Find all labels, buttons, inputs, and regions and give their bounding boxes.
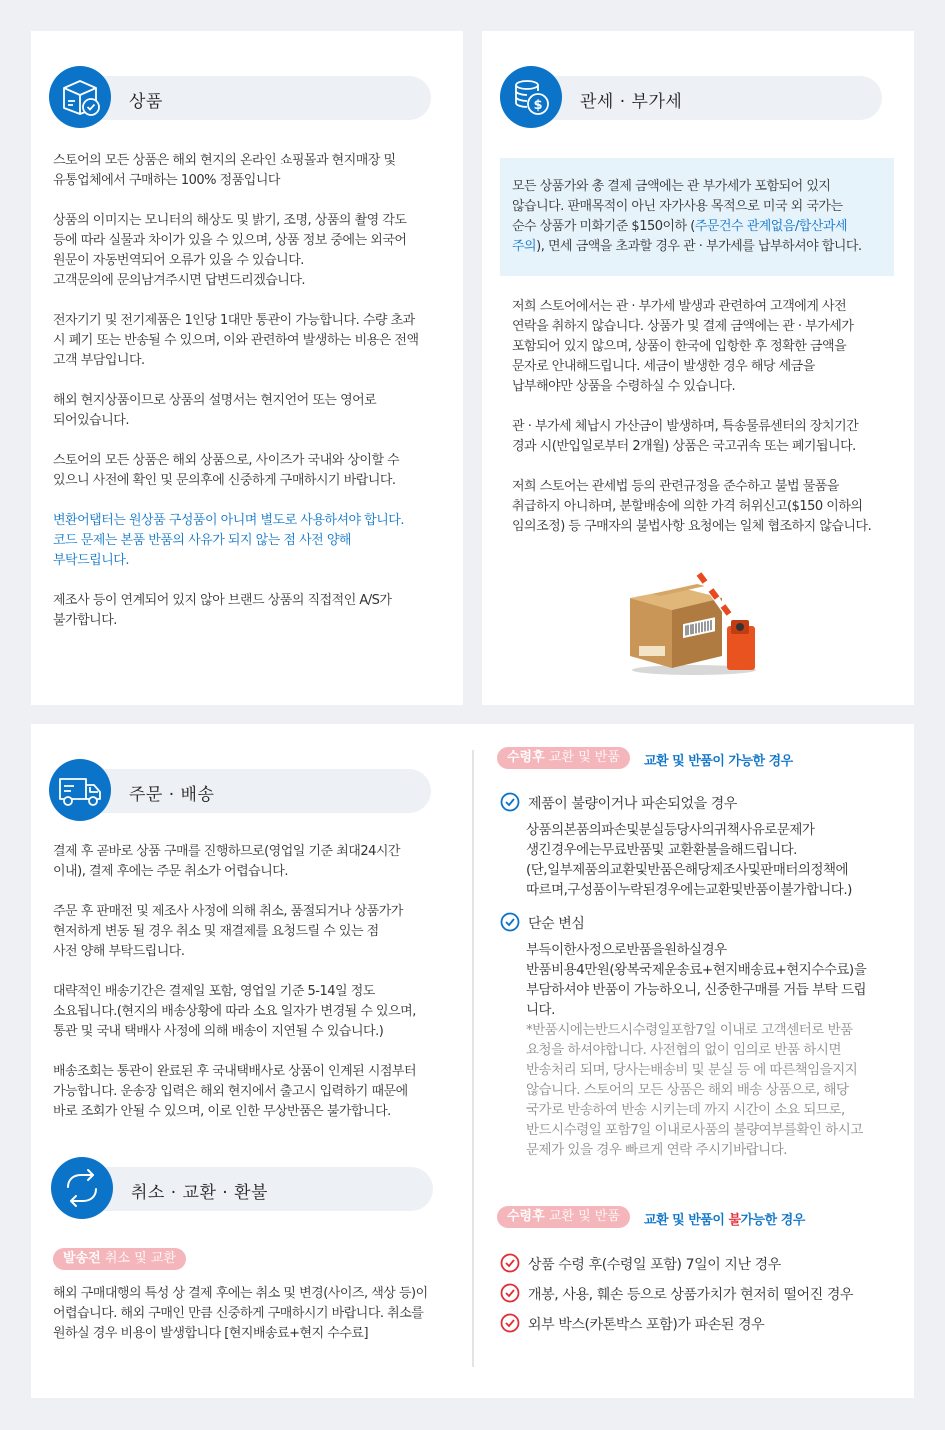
text-line: 관 · 부가세 체납시 가산금이 발생하며, 특송물류센터의 장치기간: [512, 419, 859, 434]
line-gap: [53, 571, 419, 591]
text-line: 통관 및 국내 택배사 사정에 의해 배송이 지연될 수 있습니다.): [53, 1024, 384, 1039]
text-line: 배송조회는 통관이 완료된 후 국내택배사로 상품이 인계된 시점부터: [53, 1064, 417, 1079]
customs-notice-text: [512, 177, 862, 257]
text-line: 제조사 등이 연계되어 있지 않아 브랜드 상품의 직접적인 A/S가: [53, 593, 392, 608]
return-note-line: 국가로 반송하여 반송 시키는데 까지 시간이 소요 되므로,: [526, 1102, 845, 1118]
product-title: 상품: [129, 92, 163, 112]
highlight-segment: 주문건수 관계없음/합산과세: [694, 219, 848, 234]
pill-text: 교환 및 반품: [544, 750, 620, 765]
text-line: 되어있습니다.: [53, 413, 129, 428]
label-segment: 가능한 경우: [740, 1213, 805, 1228]
customs-panel: [482, 31, 914, 705]
refund-title: 취소 · 교환 · 환불: [131, 1183, 268, 1203]
text-line: 연락을 취하지 않습니다. 상품가 및 결제 금액에는 관 · 부가세가: [512, 319, 854, 334]
text-line: 사전 양해 부탁드립니다.: [53, 944, 185, 959]
coins-dollar-icon: [500, 66, 562, 128]
text-line: (단,일부제품의교환및반품은해당제조사및판매터의정책에: [526, 862, 849, 878]
return-note-line: 반드시수령일 포함7일 이내로사품의 불량여부를확인 하시고: [526, 1122, 863, 1138]
adapter-notice-line: 코드 문제는 본품 반품의 사유가 되지 않는 점 사전 양해: [53, 533, 351, 548]
line-gap: [53, 491, 419, 511]
text-line: 대략적인 배송기간은 결제일 포함, 영업일 기준 5-14일 정도: [53, 984, 375, 999]
impossible-case-item: 개봉, 사용, 훼손 등으로 상품가치가 현저히 떨어진 경우: [528, 1287, 854, 1303]
line-gap: [53, 291, 419, 311]
pill-bold: 수령후: [507, 1209, 545, 1224]
text-line: 모든 상품가와 총 결제 금액에는 관 부가세가 포함되어 있지: [512, 179, 831, 194]
text-line: [512, 237, 862, 257]
text-line: 스토어의 모든 상품은 해외 상품으로, 사이즈가 국내와 상이할 수: [53, 453, 400, 468]
pill-text: 교환 및 반품: [544, 1209, 620, 1224]
line-gap: [53, 431, 419, 451]
shipping-body: [53, 842, 416, 1122]
text-line: 스토어의 모든 상품은 해외 현지의 온라인 쇼핑몰과 현지매장 및: [53, 153, 396, 168]
text-line: 경과 시(반입일로부터 2개월) 상품은 국고귀속 또는 폐기됩니다.: [512, 439, 856, 454]
text-line: 전자기기 및 전기제품은 1인당 1대만 통관이 가능합니다. 수량 초과: [53, 313, 415, 328]
text-line: 부득이한사정으로반품을원하실경우: [526, 942, 727, 958]
before-shipping-pill: [53, 1248, 186, 1270]
text-line: 어렵습니다. 해외 구매인 만큼 신중하게 구매하시기 바랍니다. 취소를: [53, 1306, 424, 1321]
impossible-cases-label: [644, 1209, 805, 1228]
label-segment: 교환 및 반품이: [644, 1213, 729, 1228]
refund-body: [53, 1284, 428, 1344]
after-receipt-pill: [497, 747, 630, 769]
return-note-line: 문제가 있을 경우 빠르게 연락 주시기바랍니다.: [526, 1142, 788, 1158]
text-line: 소요됩니다.(현지의 배송상황에 따라 소요 일자가 변경될 수 있으며,: [53, 1004, 416, 1019]
line-gap: [53, 882, 416, 902]
text-line: 포함되어 있지 않으며, 상품이 한국에 입항한 후 정확한 금액을: [512, 339, 847, 354]
order-refund-panel: [31, 724, 914, 1398]
check-circle-red-icon: [500, 1283, 520, 1303]
return-note-line: 않습니다. 스토어의 모든 상품은 해외 배송 상품으로, 해당: [526, 1082, 849, 1098]
after-receipt-pill-2: [497, 1206, 630, 1228]
text-segment: ), 면세 금액을 초과할 경우 관 · 부가세를 납부하셔야 합니다.: [536, 239, 862, 254]
text-line: 원문이 자동번역되어 오류가 있을 수 있습니다.: [53, 253, 304, 268]
impossible-case-item: 상품 수령 후(수령일 포함) 7일이 지난 경우: [528, 1257, 781, 1273]
text-line: [512, 217, 862, 237]
adapter-notice-line: 부탁드립니다.: [53, 553, 129, 568]
return-note-line: 반송처리 되며, 당사는배송비 및 분실 등 에 따른책임을지지: [526, 1062, 858, 1078]
check-circle-red-icon: [500, 1253, 520, 1273]
text-segment: 순수 상품가 미화기준 $150이하 (: [512, 219, 695, 234]
text-line: 결제 후 곧바로 상품 구매를 진행하므로(영업일 기준 최대24시간: [53, 844, 400, 859]
text-line: 부담하셔야 반품이 가능하오니, 신중한구매를 거듭 부탁 드립: [526, 982, 867, 998]
adapter-notice-line: 변환어탭터는 원상품 구성품이 아니며 별도로 사용하셔야 합니다.: [53, 513, 404, 528]
label-red-segment: 불: [728, 1213, 741, 1228]
text-line: 해외 구매대행의 특성 상 결제 후에는 취소 및 변경(사이즈, 색상 등)이: [53, 1286, 428, 1301]
text-line: 바로 조회가 안될 수 있으며, 이로 인한 무상반품은 불가합니다.: [53, 1104, 391, 1119]
check-circle-red-icon: [500, 1313, 520, 1333]
check-circle-icon: [500, 912, 520, 932]
line-gap: [53, 191, 419, 211]
text-line: 않습니다. 판매목적이 아닌 자가사용 목적으로 미국 외 국가는: [512, 199, 843, 214]
highlight-segment: 주의: [512, 239, 537, 254]
text-line: 주문 후 판매전 및 제조사 사정에 의해 취소, 품절되거나 상품가가: [53, 904, 403, 919]
product-header: [61, 76, 431, 120]
text-line: 상품의 이미지는 모니터의 해상도 및 밝기, 조명, 상품의 촬영 각도: [53, 213, 407, 228]
line-gap: [53, 962, 416, 982]
line-gap: [512, 397, 871, 417]
exchange-arrows-icon: [51, 1157, 113, 1219]
pill-bold: 발송전: [63, 1251, 101, 1266]
customs-notice-box: [500, 158, 894, 276]
text-line: 등에 따라 실물과 차이가 있을 수 있으며, 상품 정보 중에는 외국어: [53, 233, 407, 248]
column-divider: [472, 750, 474, 1367]
shipping-title: 주문 · 배송: [129, 785, 215, 805]
impossible-case-item: 외부 박스(카톤박스 포함)가 파손된 경우: [528, 1317, 765, 1333]
text-line: 고객 부담입니다.: [53, 353, 145, 368]
text-line: 저희 스토어에서는 관 · 부가세 발생과 관련하여 고객에게 사전: [512, 299, 847, 314]
shipping-header: [61, 769, 431, 813]
case-change-of-mind-body: [526, 940, 866, 1160]
text-line: 가능합니다. 운송장 입력은 해외 현지에서 출고시 입력하기 때문에: [53, 1084, 408, 1099]
text-line: 해외 현지상품이므로 상품의 설명서는 현지언어 또는 영어로: [53, 393, 377, 408]
text-line: 불가합니다.: [53, 613, 117, 628]
case-change-of-mind-title: 단순 변심: [528, 916, 585, 932]
line-gap: [512, 457, 871, 477]
pill-text: 취소 및 교환: [100, 1251, 176, 1266]
text-line: 원하실 경우 비용이 발생합니다 [현지배송료+현지 수수료]: [53, 1326, 369, 1341]
text-line: 생긴경우에는무료반품및 교환환불을해드립니다.: [526, 842, 797, 858]
text-line: 임의조정) 등 구매자의 불법사항 요청에는 일체 협조하지 않습니다.: [512, 519, 872, 534]
line-gap: [53, 1042, 416, 1062]
text-line: 반품비용4만원(왕복국제운송료+현지배송료+현지수수료)을: [526, 962, 867, 978]
text-line: 현저하게 변동 될 경우 취소 및 재결제를 요청드릴 수 있는 점: [53, 924, 379, 939]
delivery-truck-icon: [49, 759, 111, 821]
text-line: 이내), 결제 후에는 주문 취소가 어렵습니다.: [53, 864, 288, 879]
text-line: 니다.: [526, 1002, 555, 1018]
text-line: 문자로 안내해드립니다. 세금이 발생한 경우 해당 세금을: [512, 359, 815, 374]
possible-cases-label: 교환 및 반품이 가능한 경우: [644, 754, 793, 769]
pill-bold: 수령후: [507, 750, 545, 765]
text-line: 따르며,구성품이누락된경우에는교환및반품이불가합니다.): [526, 882, 852, 898]
case-defect-title: 제품이 불량이거나 파손되었을 경우: [528, 796, 738, 812]
text-line: 있으니 사전에 확인 및 문의후에 신중하게 구매하시기 바랍니다.: [53, 473, 396, 488]
customs-header: [512, 76, 882, 120]
text-line: 시 폐기 또는 반송될 수 있으며, 이와 관련하여 발생하는 비용은 전액: [53, 333, 419, 348]
refund-header: [63, 1167, 433, 1211]
check-circle-icon: [500, 792, 520, 812]
svg-text:$: $: [533, 98, 543, 113]
return-note-line: *반품시에는반드시수령일포함7일 이내로 고객센터로 반품: [526, 1022, 853, 1038]
text-line: 저희 스토어는 관세법 등의 관련규정을 준수하고 불법 물품을: [512, 479, 839, 494]
line-gap: [53, 371, 419, 391]
product-panel: [31, 31, 463, 705]
return-note-line: 요청을 하셔야합니다. 사전협의 없이 임의로 반품 하시면: [526, 1042, 841, 1058]
text-line: 취급하지 아니하며, 분할배송에 의한 가격 허위신고($150 이하의: [512, 499, 863, 514]
customs-body: [512, 297, 871, 537]
customs-title: 관세 · 부가세: [580, 92, 683, 112]
customs-box-barrier-icon: [627, 566, 762, 676]
product-body: [53, 151, 419, 631]
text-line: 고객문의에 문의남겨주시면 답변드리겠습니다.: [53, 273, 306, 288]
text-line: 상품의본품의파손및분실등당사의귀책사유로문제가: [526, 822, 815, 838]
case-defect-body: [526, 820, 852, 900]
text-line: 납부해야만 상품을 수령하실 수 있습니다.: [512, 379, 736, 394]
box-document-check-icon: [49, 66, 111, 128]
text-line: 유통업체에서 구매하는 100% 정품입니다: [53, 173, 280, 188]
